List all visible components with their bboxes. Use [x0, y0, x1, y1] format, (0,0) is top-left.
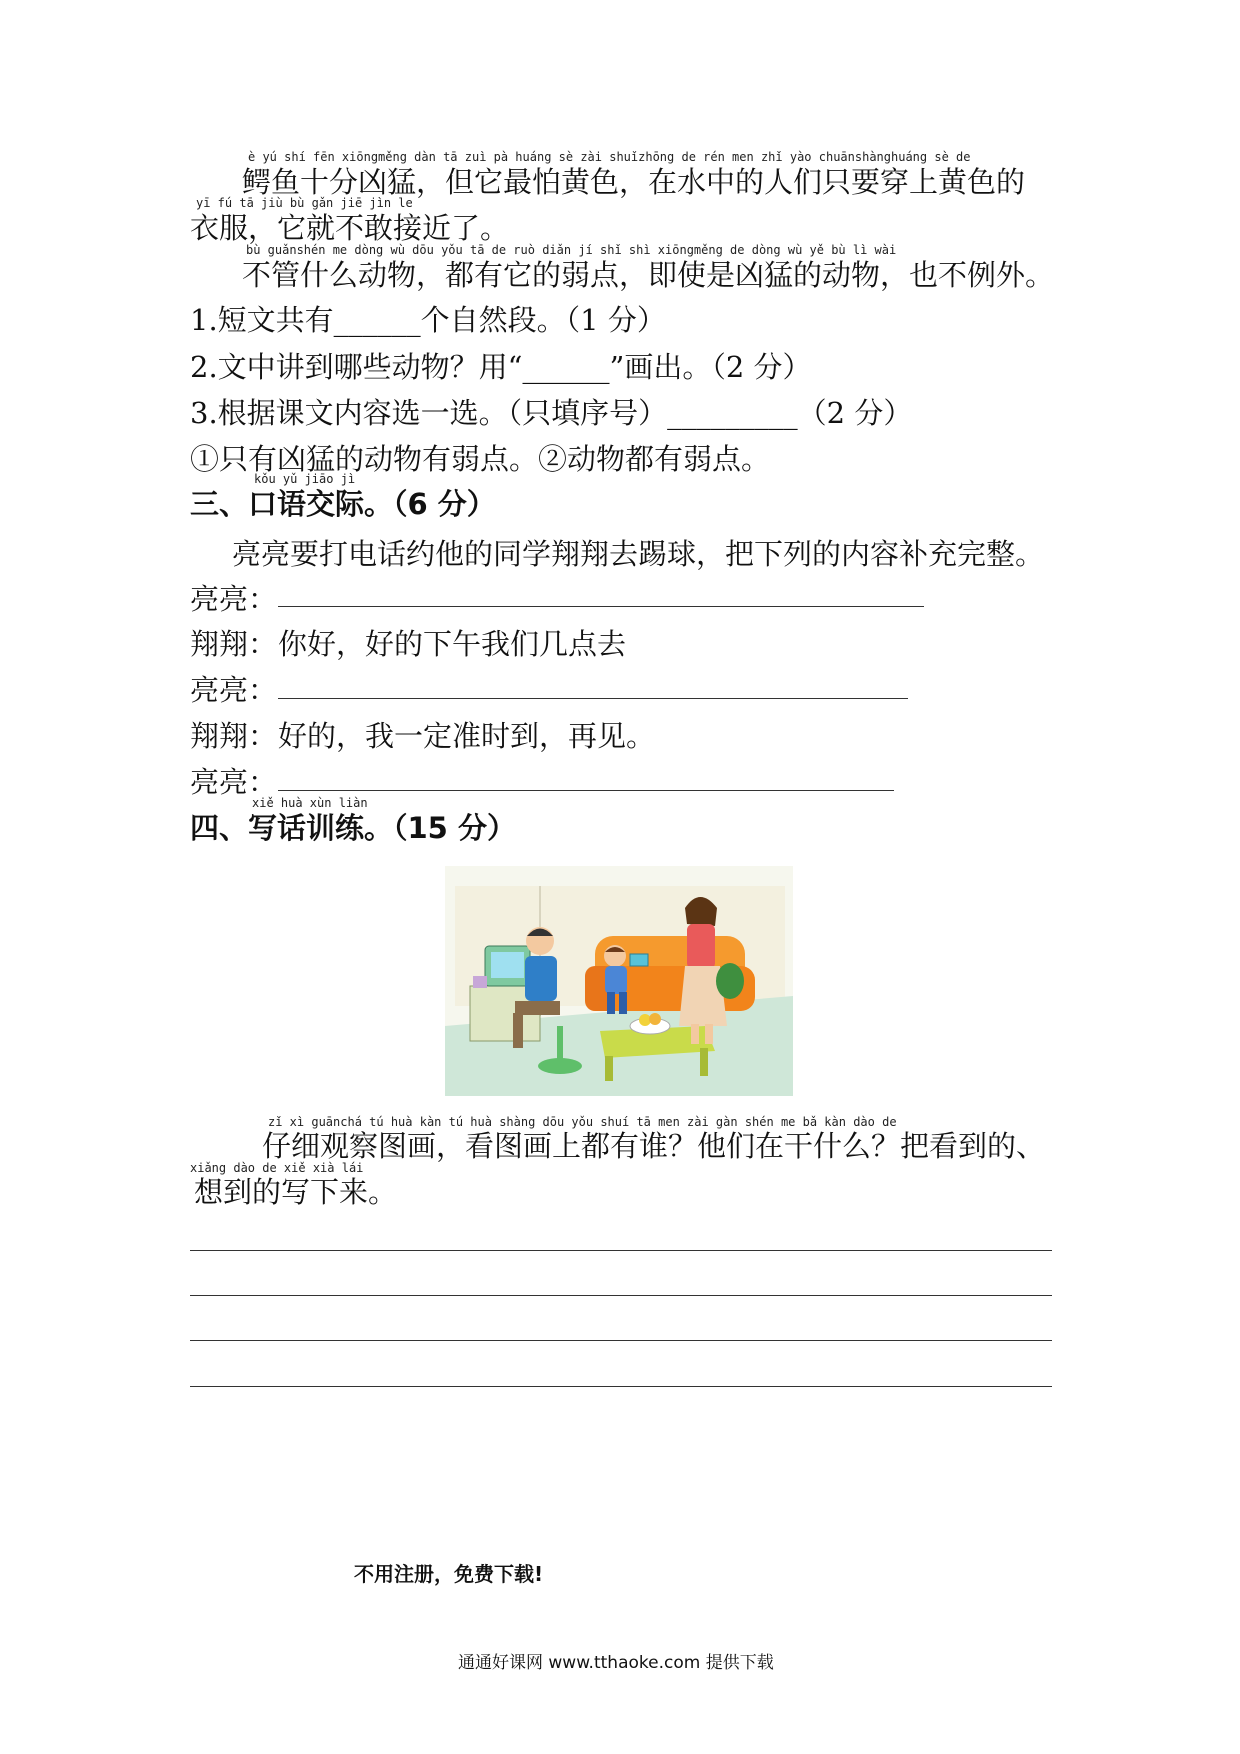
writing-line[interactable]	[190, 1295, 1052, 1296]
section-3-heading: 三、口语交际。（6 分）	[190, 487, 496, 521]
question-1: 1.短文共有______个自然段。（1 分）	[190, 303, 666, 337]
dialog-speaker: 亮亮：	[190, 582, 278, 616]
question-2: 2.文中讲到哪些动物？用“______”画出。（2 分）	[190, 350, 812, 384]
question-3-options: ①只有凶猛的动物有弱点。②动物都有弱点。	[190, 442, 771, 476]
pinyin-line: bù guǎnshén me dòng wù dōu yǒu tā de ruò diǎn jí shǐ shì xiōngměng de dòng wù yě bù lì wài	[246, 243, 897, 257]
writing-line[interactable]	[190, 1250, 1052, 1251]
pinyin-line: xiě huà xùn liàn	[252, 796, 368, 810]
section-4-heading: 四、写话训练。（15 分）	[190, 811, 516, 845]
pinyin-line: yī fú tā jiù bù gǎn jiē jìn le	[196, 196, 413, 210]
pinyin-line: zǐ xì guānchá tú huà kàn tú huà shàng dōu yǒu shuí tā men zài gàn shén me bǎ kàn dào de	[268, 1115, 897, 1129]
dialog-speaker: 亮亮：	[190, 673, 278, 707]
dialog-text: 你好，好的下午我们几点去	[278, 627, 627, 661]
dialog-speaker: 亮亮：	[190, 765, 278, 799]
dialog-speaker: 翔翔：	[190, 719, 278, 753]
answer-line[interactable]	[278, 698, 908, 699]
footer-source: 通通好课网 www.tthaoke.com 提供下载	[458, 1653, 774, 1673]
pinyin-line: kǒu yǔ jiāo jì	[254, 472, 356, 486]
answer-line[interactable]	[278, 790, 894, 791]
passage-line: 鳄鱼十分凶猛，但它最怕黄色，在水中的人们只要穿上黄色的	[242, 165, 1026, 199]
writing-line[interactable]	[190, 1386, 1052, 1387]
question-3: 3.根据课文内容选一选。（只填序号）_________（2 分）	[190, 396, 913, 430]
section-3-intro: 亮亮要打电话约他的同学翔翔去踢球，把下列的内容补充完整。	[232, 537, 1045, 571]
passage-line: 衣服，它就不敢接近了。	[190, 211, 510, 245]
writing-prompt: 想到的写下来。	[194, 1175, 398, 1209]
answer-line[interactable]	[278, 606, 924, 607]
writing-line[interactable]	[190, 1340, 1052, 1341]
passage-line: 不管什么动物，都有它的弱点，即使是凶猛的动物，也不例外。	[242, 258, 1055, 292]
pinyin-line: è yú shí fēn xiōngměng dàn tā zuì pà huáng sè zài shuǐzhōng de rén men zhǐ yào chuānshànghuáng sè de	[248, 150, 971, 164]
dialog-text: 好的，我一定准时到，再见。	[278, 719, 656, 753]
dialog-speaker: 翔翔：	[190, 627, 278, 661]
footer-note: 不用注册，免费下载!	[354, 1562, 544, 1586]
pinyin-line: xiǎng dào de xiě xià lái	[190, 1161, 364, 1175]
family-living-room-illustration	[445, 866, 793, 1096]
writing-prompt: 仔细观察图画，看图画上都有谁？他们在干什么？把看到的、	[262, 1129, 1046, 1163]
